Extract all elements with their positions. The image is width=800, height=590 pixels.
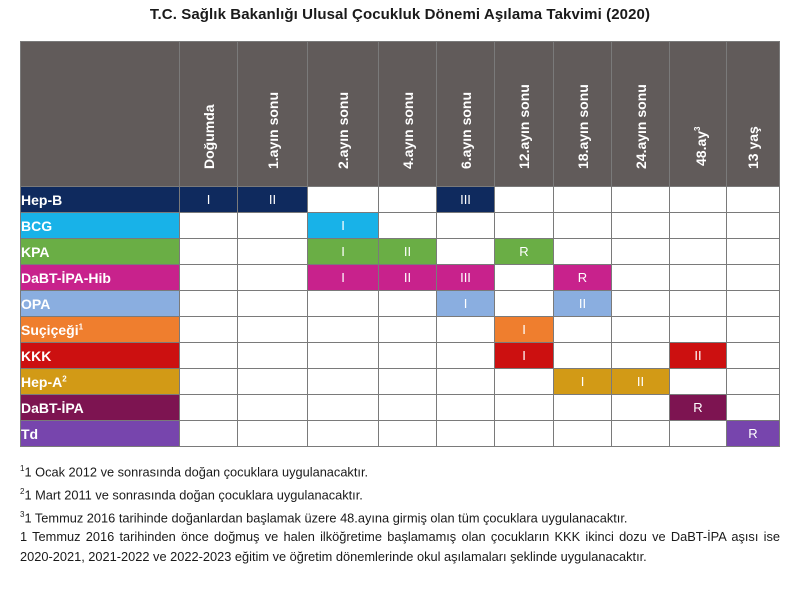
vaccine-name: Td (21, 421, 180, 447)
vaccine-row (21, 317, 780, 343)
empty-cell (612, 187, 670, 213)
empty-cell (670, 317, 727, 343)
empty-cell (180, 213, 238, 239)
column-header (554, 42, 612, 187)
empty-cell (495, 369, 554, 395)
empty-cell (308, 395, 379, 421)
empty-cell (612, 265, 670, 291)
empty-cell (379, 187, 437, 213)
empty-cell (180, 317, 238, 343)
empty-cell (554, 317, 612, 343)
empty-cell (379, 213, 437, 239)
dose-cell: III (437, 187, 495, 213)
empty-cell (379, 291, 437, 317)
empty-cell (180, 291, 238, 317)
dose-cell: I (308, 239, 379, 265)
empty-cell (437, 421, 495, 447)
empty-cell (379, 369, 437, 395)
empty-cell (180, 421, 238, 447)
empty-cell (308, 343, 379, 369)
empty-cell (437, 343, 495, 369)
vaccine-row (21, 187, 780, 213)
empty-cell (379, 395, 437, 421)
column-header-row (21, 42, 780, 187)
column-header-label: 6.ayın sonu (457, 91, 474, 169)
empty-cell (180, 369, 238, 395)
empty-cell (238, 239, 308, 265)
empty-cell (238, 343, 308, 369)
empty-cell (727, 291, 780, 317)
dose-cell: R (554, 265, 612, 291)
column-header-label: 1.ayın sonu (264, 91, 281, 169)
empty-cell (238, 291, 308, 317)
empty-cell (727, 369, 780, 395)
vaccine-name: BCG (21, 213, 180, 239)
vaccine-name: OPA (21, 291, 180, 317)
dose-cell: I (308, 265, 379, 291)
dose-cell: II (379, 239, 437, 265)
empty-cell (670, 187, 727, 213)
footnote-1: $^1$1 Ocak 2012 ve sonrasında doğan çocuklara uygulanacaktır. (20, 464, 369, 480)
column-header (238, 42, 308, 187)
empty-cell (180, 239, 238, 265)
empty-cell (612, 291, 670, 317)
empty-cell (308, 187, 379, 213)
empty-cell (727, 343, 780, 369)
empty-cell (495, 291, 554, 317)
footnote-2: $^2$1 Mart 2011 ve sonrasında doğan çocuklara uygulanacaktır. (20, 486, 363, 503)
vaccine-rows (21, 187, 780, 447)
dose-cell: R (495, 239, 554, 265)
dose-cell: III (437, 265, 495, 291)
vaccine-row (21, 369, 780, 395)
empty-cell (727, 187, 780, 213)
empty-cell (495, 395, 554, 421)
column-header (727, 42, 780, 187)
vaccine-row (21, 395, 780, 421)
empty-cell (238, 421, 308, 447)
dose-cell: II (554, 291, 612, 317)
empty-cell (612, 317, 670, 343)
empty-cell (437, 369, 495, 395)
column-header (612, 42, 670, 187)
vaccination-schedule-table (20, 41, 780, 447)
footnotes (20, 459, 780, 566)
schedule-note: 1 Temmuz 2016 tarihinden önce doğmuş ve halen ilköğretime başlamamış olan çocukların KKK ikinci dozu ve DaBT-İPA aşısı ise 2020-2021, 2021-2022 ve 2022-2023 eğitim ve öğretim dönemlerinde okul aşılamaları şeklinde uygulanacaktır. (20, 529, 780, 564)
column-header-label: $48.ay^3$ (692, 126, 709, 167)
dose-cell: II (670, 343, 727, 369)
empty-cell (612, 343, 670, 369)
empty-cell (612, 239, 670, 265)
vaccine-row (21, 343, 780, 369)
empty-cell (180, 265, 238, 291)
column-header-label: 13 yaş (745, 126, 761, 169)
vaccine-name: KKK (21, 343, 180, 369)
empty-cell (495, 421, 554, 447)
header-corner (21, 42, 180, 187)
dose-cell: I (495, 317, 554, 343)
dose-cell: R (670, 395, 727, 421)
dose-cell: I (308, 213, 379, 239)
empty-cell (379, 421, 437, 447)
empty-cell (612, 395, 670, 421)
dose-cell: I (180, 187, 238, 213)
empty-cell (727, 317, 780, 343)
empty-cell (495, 187, 554, 213)
empty-cell (670, 369, 727, 395)
empty-cell (437, 395, 495, 421)
empty-cell (670, 291, 727, 317)
column-header-label: 4.ayın sonu (399, 91, 416, 169)
column-header (495, 42, 554, 187)
column-header (180, 42, 238, 187)
empty-cell (238, 265, 308, 291)
empty-cell (308, 317, 379, 343)
empty-cell (238, 369, 308, 395)
vaccine-row (21, 213, 780, 239)
vaccine-row (21, 421, 780, 447)
empty-cell (554, 213, 612, 239)
dose-cell: II (612, 369, 670, 395)
dose-cell: II (238, 187, 308, 213)
empty-cell (612, 421, 670, 447)
page-title: T.C. Sağlık Bakanlığı Ulusal Çocukluk Dönemi Aşılama Takvimi (2020) (149, 6, 651, 23)
vaccine-name: DaBT-İPA-Hib (21, 265, 180, 291)
empty-cell (554, 421, 612, 447)
empty-cell (670, 265, 727, 291)
empty-cell (554, 187, 612, 213)
empty-cell (437, 213, 495, 239)
column-header-label: 2.ayın sonu (335, 91, 351, 169)
column-header (308, 42, 379, 187)
vaccine-row (21, 265, 780, 291)
column-header-label: 24.ayın sonu (632, 84, 649, 169)
empty-cell (308, 369, 379, 395)
footnote-3: $^3$1 Temmuz 2016 tarihinde doğanlardan başlamak üzere 48.ayına girmiş olan tüm çocuklara uygulanacaktır. (20, 509, 628, 525)
empty-cell (670, 213, 727, 239)
dose-cell: I (437, 291, 495, 317)
dose-cell: I (554, 369, 612, 395)
empty-cell (727, 265, 780, 291)
empty-cell (180, 395, 238, 421)
empty-cell (612, 213, 670, 239)
empty-cell (727, 239, 780, 265)
empty-cell (727, 395, 780, 421)
dose-cell: R (727, 421, 780, 447)
vaccine-row (21, 239, 780, 265)
empty-cell (238, 213, 308, 239)
vaccine-name: Suçiçeği$^1$ (21, 317, 180, 343)
vaccine-name: KPA (21, 239, 180, 265)
column-header (670, 42, 727, 187)
column-header (379, 42, 437, 187)
empty-cell (308, 421, 379, 447)
empty-cell (379, 317, 437, 343)
empty-cell (308, 291, 379, 317)
empty-cell (437, 239, 495, 265)
empty-cell (554, 343, 612, 369)
empty-cell (437, 317, 495, 343)
dose-cell: I (495, 343, 554, 369)
column-header (437, 42, 495, 187)
empty-cell (379, 343, 437, 369)
vaccine-name: Hep-$A^2$ (21, 369, 180, 395)
vaccine-name: Hep-B (21, 187, 180, 213)
column-header-label: 12.ayın sonu (516, 84, 532, 169)
column-header-label: Doğumda (200, 104, 217, 169)
empty-cell (554, 239, 612, 265)
empty-cell (727, 213, 780, 239)
empty-cell (670, 239, 727, 265)
vaccine-row (21, 291, 780, 317)
empty-cell (180, 343, 238, 369)
vaccine-name: DaBT-İPA (21, 395, 180, 421)
empty-cell (670, 421, 727, 447)
empty-cell (554, 395, 612, 421)
empty-cell (238, 317, 308, 343)
empty-cell (238, 395, 308, 421)
empty-cell (495, 265, 554, 291)
column-header-label: 18.ayın sonu (574, 84, 591, 169)
dose-cell: II (379, 265, 437, 291)
empty-cell (495, 213, 554, 239)
